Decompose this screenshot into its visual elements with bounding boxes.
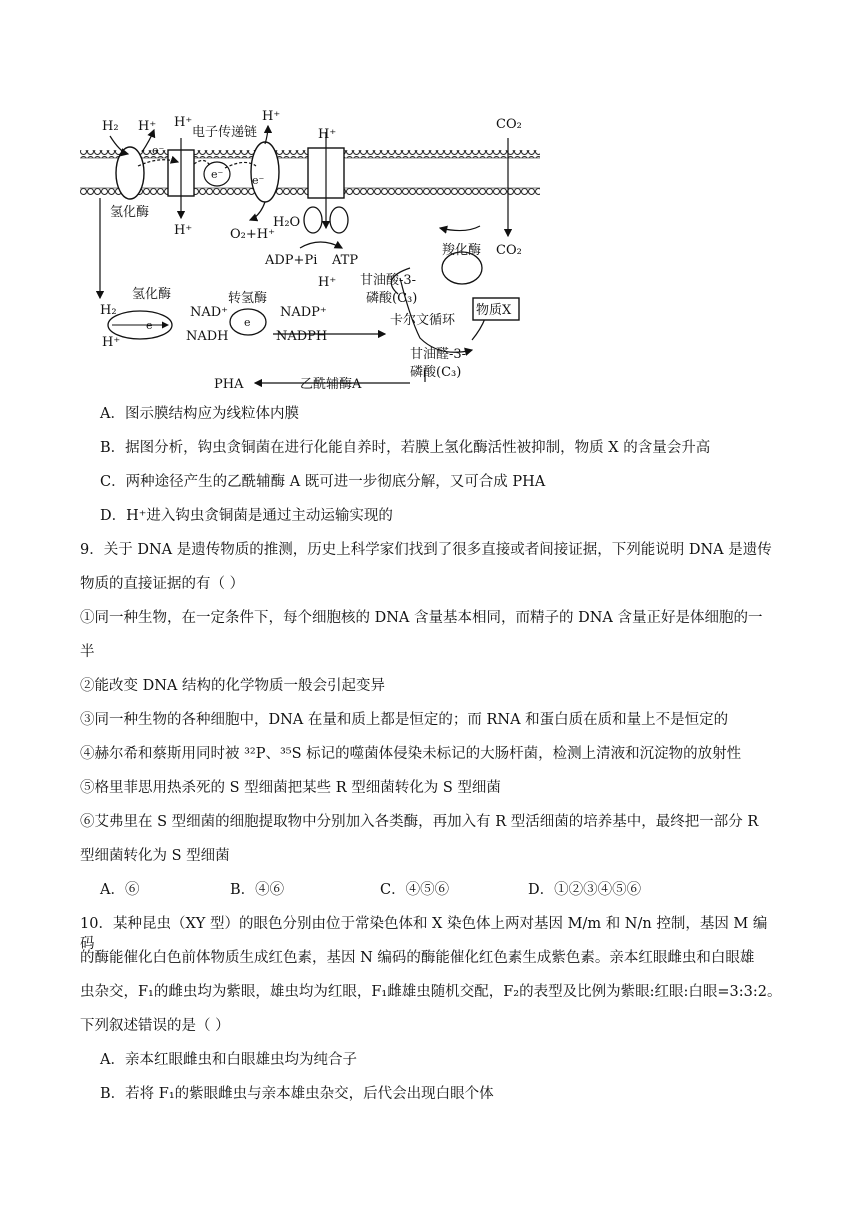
label-hplus-2: H⁺	[174, 115, 193, 130]
q9-item-6: ⑥艾弗里在 S 型细菌的细胞提取物中分别加入各类酶，再加入有 R 型活细菌的培养基中，最终把一部分 R	[80, 814, 759, 830]
q9-option-c: C．④⑤⑥	[380, 882, 450, 898]
label-g3p-acid-2: 磷酸(C₃)	[366, 291, 418, 306]
q10-stem-line-4: 下列叙述错误的是（ ）	[80, 1018, 230, 1034]
q9-item-4: ④赫尔希和蔡斯用同时被 ³²P、³⁵S 标记的噬菌体侵染未标记的大肠杆菌，检测上清液和沉淀物的放射性	[80, 746, 742, 762]
label-e-1: e⁻	[152, 144, 165, 157]
label-hplus-1: H⁺	[138, 119, 157, 134]
q9-item-5: ⑤格里菲思用热杀死的 S 型细菌把某些 R 型细菌转化为 S 型细菌	[80, 780, 501, 796]
label-calvin: 卡尔文循环	[390, 313, 456, 328]
q8-option-b: B．据图分析，钩虫贪铜菌在进行化能自养时，若膜上氢化酶活性被抑制，物质 X 的含量会升高	[100, 440, 711, 456]
q9-option-b: B．④⑥	[230, 882, 285, 898]
label-hplus-left: H⁺	[102, 335, 121, 350]
label-co2-top: CO₂	[496, 117, 522, 132]
label-g3p-acid-1: 甘油酸-3-	[360, 273, 417, 288]
q10-option-a: A．亲本红眼雌虫和白眼雄虫均为纯合子	[100, 1052, 357, 1068]
label-nad: NAD⁺	[190, 305, 229, 320]
q10-option-b: B．若将 F₁的紫眼雌虫与亲本雄虫杂交，后代会出现白眼个体	[100, 1086, 494, 1102]
q9-item-1-cont: 半	[80, 644, 95, 660]
q8-option-d: D．H⁺进入钩虫贪铜菌是通过主动运输实现的	[100, 508, 393, 524]
membrane-diagram	[80, 108, 540, 398]
label-e-cyto-1: e	[146, 319, 153, 332]
q9-item-1: ①同一种生物，在一定条件下，每个细胞核的 DNA 含量基本相同，而精子的 DNA 含量正好是体细胞的一	[80, 610, 763, 626]
q9-stem-line-2: 物质的直接证据的有（ ）	[80, 576, 245, 592]
label-hplus-4: H⁺	[318, 127, 337, 142]
diagram-svg	[80, 108, 540, 398]
label-pha: PHA	[214, 377, 244, 392]
q9-item-6-cont: 型细菌转化为 S 型细菌	[80, 848, 230, 864]
label-g3p-ald-2: 磷酸(C₃)	[410, 365, 462, 380]
label-nadh: NADH	[186, 329, 229, 344]
label-carboxylase: 羧化酶	[442, 243, 482, 258]
q9-item-3: ③同一种生物的各种细胞中，DNA 在量和质上都是恒定的；而 RNA 和蛋白质在质和量上不是恒定的	[80, 712, 729, 728]
label-g3p-ald-1: 甘油醛-3-	[410, 347, 467, 362]
q9-stem-line-1: 9．关于 DNA 是遗传物质的推测，历史上科学家们找到了很多直接或者间接证据，下列能说明 DNA 是遗传	[80, 542, 772, 558]
q9-option-d: D．①②③④⑤⑥	[528, 882, 642, 898]
label-hplus-3: H⁺	[262, 109, 281, 124]
oxidase-protein	[251, 142, 279, 202]
label-h2-top: H₂	[102, 119, 119, 134]
label-h2o: H₂O	[273, 215, 301, 230]
q9-item-2: ②能改变 DNA 结构的化学物质一般会引起变异	[80, 678, 386, 694]
hydrogenase-protein	[116, 147, 144, 199]
label-transhydrogenase: 转氢酶	[228, 291, 268, 306]
label-atp: ATP	[332, 253, 359, 268]
label-e-2: e⁻	[211, 168, 224, 181]
q10-stem-line-2: 的酶能催化白色前体物质生成红色素，基因 N 编码的酶能催化红色素生成紫色素。亲本红眼雌虫和白眼雄	[80, 950, 755, 966]
label-hydrogenase-membrane: 氢化酶	[110, 205, 150, 220]
label-e-3: e⁻	[252, 174, 265, 187]
label-nadph: NADPH	[276, 329, 328, 344]
q10-stem-line-1: 10．某种昆虫（XY 型）的眼色分别由位于常染色体和 X 染色体上两对基因 M/m 和 N/n 控制，基因 M 编码	[80, 916, 768, 952]
q8-option-c: C．两种途径产生的乙酰辅酶 A 既可进一步彻底分解，又可合成 PHA	[100, 474, 546, 490]
label-e-cyto-2: e	[244, 316, 251, 329]
q8-option-a: A．图示膜结构应为线粒体内膜	[100, 406, 299, 422]
label-hplus-5: H⁺	[174, 223, 193, 238]
label-adp: ADP+Pi	[265, 253, 318, 268]
label-nadp: NADP⁺	[280, 305, 327, 320]
label-hydrogenase-cyto: 氢化酶	[132, 287, 172, 302]
q9-option-a: A．⑥	[100, 882, 140, 898]
label-substance-x: 物质X	[476, 303, 512, 318]
label-co2-mid: CO₂	[496, 243, 522, 258]
label-acetyl-coa: 乙酰辅酶A	[300, 377, 362, 392]
label-etc: 电子传递链	[192, 125, 258, 140]
label-h2-left: H₂	[100, 303, 117, 318]
label-hplus-6: H⁺	[318, 275, 337, 290]
q10-stem-line-3: 虫杂交，F₁的雌虫均为紫眼，雄虫均为红眼，F₁雌雄虫随机交配，F₂的表型及比例为紫眼:红眼:白眼=3:3:2。	[80, 984, 782, 1000]
label-o2-h: O₂+H⁺	[230, 227, 275, 242]
